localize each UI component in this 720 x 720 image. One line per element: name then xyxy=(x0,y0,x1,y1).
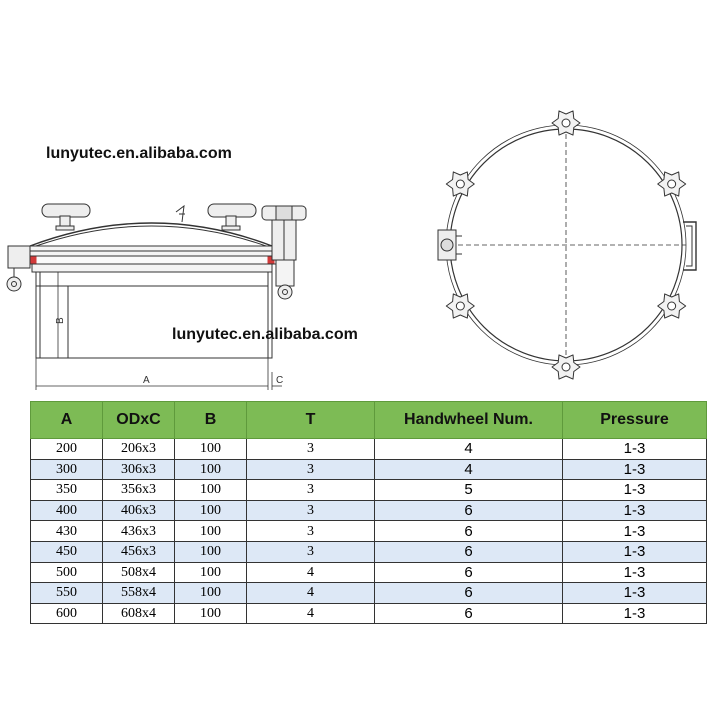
table-row xyxy=(31,541,707,562)
table-cell: 4 xyxy=(247,562,375,583)
dimension-label-a: A xyxy=(143,375,150,386)
table-cell: 4 xyxy=(375,439,563,460)
table-cell: 4 xyxy=(247,603,375,624)
table-cell: 6 xyxy=(375,500,563,521)
table-cell: 406x3 xyxy=(103,500,175,521)
dimension-label-c: C xyxy=(276,375,284,386)
table-cell: 1-3 xyxy=(563,480,707,501)
table-cell: 100 xyxy=(175,562,247,583)
table-cell: 436x3 xyxy=(103,521,175,542)
table-header-row xyxy=(31,402,707,439)
side-handwheel-left-icon xyxy=(42,204,90,230)
table-row xyxy=(31,459,707,480)
table-cell: 558x4 xyxy=(103,583,175,604)
table-cell: 5 xyxy=(375,480,563,501)
table-cell: 450 xyxy=(31,541,103,562)
column-header: A xyxy=(31,402,103,439)
table-cell: 6 xyxy=(375,541,563,562)
table-cell: 500 xyxy=(31,562,103,583)
table-cell: 206x3 xyxy=(103,439,175,460)
table-cell: 1-3 xyxy=(563,439,707,460)
table-cell: 600 xyxy=(31,603,103,624)
table-cell: 100 xyxy=(175,583,247,604)
watermark-text: lunyutec.en.alibaba.com xyxy=(172,326,358,343)
column-header: Handwheel Num. xyxy=(375,402,563,439)
table-cell: 1-3 xyxy=(563,562,707,583)
table-cell: 608x4 xyxy=(103,603,175,624)
table-row xyxy=(31,603,707,624)
table-cell: 6 xyxy=(375,521,563,542)
handwheel-knob-icon xyxy=(446,294,474,318)
table-cell: 356x3 xyxy=(103,480,175,501)
table-cell: 1-3 xyxy=(563,541,707,562)
table-cell: 550 xyxy=(31,583,103,604)
table-cell: 456x3 xyxy=(103,541,175,562)
column-header: B xyxy=(175,402,247,439)
watermark-text: lunyutec.en.alibaba.com xyxy=(46,145,232,162)
table-cell: 6 xyxy=(375,562,563,583)
table-cell: 3 xyxy=(247,459,375,480)
table-cell: 306x3 xyxy=(103,459,175,480)
table-cell: 400 xyxy=(31,500,103,521)
column-header: ODxC xyxy=(103,402,175,439)
table-cell: 350 xyxy=(31,480,103,501)
column-header: Pressure xyxy=(563,402,707,439)
table-cell: 300 xyxy=(31,459,103,480)
handwheel-knob-icon xyxy=(658,294,686,318)
table-cell: 1-3 xyxy=(563,500,707,521)
top-view xyxy=(438,118,696,372)
handwheel-knob-icon xyxy=(552,111,580,135)
handwheel-knob-icon xyxy=(552,355,580,379)
table-row xyxy=(31,562,707,583)
table-cell: 100 xyxy=(175,459,247,480)
table-row xyxy=(31,521,707,542)
table-cell: 100 xyxy=(175,439,247,460)
table-row xyxy=(31,439,707,460)
table-cell: 6 xyxy=(375,583,563,604)
hinge-icon xyxy=(7,246,30,291)
table-cell: 3 xyxy=(247,541,375,562)
table-cell: 100 xyxy=(175,480,247,501)
table-cell: 3 xyxy=(247,439,375,460)
handwheel-knob-icon xyxy=(446,172,474,196)
table-cell: 508x4 xyxy=(103,562,175,583)
table-cell: 100 xyxy=(175,603,247,624)
specification-table xyxy=(30,401,707,624)
handwheel-knob-icon xyxy=(658,172,686,196)
table-cell: 200 xyxy=(31,439,103,460)
table-cell: 1-3 xyxy=(563,459,707,480)
table-cell: 100 xyxy=(175,500,247,521)
side-view xyxy=(7,204,306,390)
table-cell: 3 xyxy=(247,521,375,542)
table-cell: 4 xyxy=(375,459,563,480)
table-row xyxy=(31,583,707,604)
table-cell: 1-3 xyxy=(563,603,707,624)
table-cell: 3 xyxy=(247,500,375,521)
side-handwheel-right-icon xyxy=(208,204,256,230)
table-cell: 1-3 xyxy=(563,583,707,604)
table-cell: 4 xyxy=(247,583,375,604)
table-row xyxy=(31,480,707,501)
table-cell: 100 xyxy=(175,521,247,542)
table-cell: 430 xyxy=(31,521,103,542)
table-row xyxy=(31,500,707,521)
column-header: T xyxy=(247,402,375,439)
table-cell: 1-3 xyxy=(563,521,707,542)
table-cell: 100 xyxy=(175,541,247,562)
dimension-label-b: B xyxy=(55,317,66,324)
table-cell: 3 xyxy=(247,480,375,501)
table-cell: 6 xyxy=(375,603,563,624)
